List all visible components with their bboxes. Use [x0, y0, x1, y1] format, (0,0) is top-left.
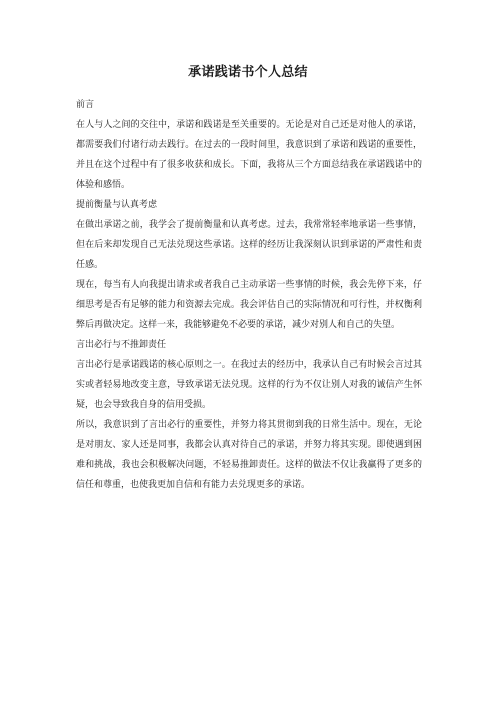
paragraph-consider-2: 现在，每当有人向我提出请求或者我自己主动承诺一些事情的时候，我会先停下来，仔细思考是否有足够的能力和资源去完成。我会评估自己的实际情况和可行性，并权衡利弊后再做决定。这样一来，我能够避免不必要的承诺，减少对别人和自己的失望。	[76, 280, 422, 330]
document-body	[76, 95, 422, 495]
document-title: 承诺践诺书个人总结	[188, 65, 308, 80]
section-heading-responsibility: 言出必行与不推卸责任	[76, 340, 167, 350]
paragraph-preface: 在人与人之间的交往中，承诺和践诺是至关重要的。无论是对自己还是对他人的承诺，都需要我们付诸行动去践行。在过去的一段时间里，我意识到了承诺和践诺的重要性，并且在这个过程中有了很多收获和成长。下面，我将从三个方面总结我在承诺践诺中的体验和感悟。	[76, 120, 422, 190]
paragraph-responsibility-2: 所以，我意识到了言出必行的重要性，并努力将其贯彻到我的日常生活中。现在，无论是对朋友、家人还是同事，我都会认真对待自己的承诺，并努力将其实现。即使遇到困难和挑战，我也会积极解决问题，不轻易推卸责任。这样的做法不仅让我赢得了更多的信任和尊重，也使我更加自信和有能力去兑现更多的承诺。	[76, 420, 422, 490]
paragraph-consider-1: 在做出承诺之前，我学会了提前衡量和认真考虑。过去，我常常轻率地承诺一些事情，但在后来却发现自己无法兑现这些承诺。这样的经历让我深刻认识到承诺的严肃性和责任感。	[76, 220, 422, 270]
paragraph-responsibility-1: 言出必行是承诺践诺的核心原则之一。在我过去的经历中，我承认自己有时候会言过其实或者轻易地改变主意，导致承诺无法兑现。这样的行为不仅让别人对我的诚信产生怀疑，也会导致我自身的信用受损。	[76, 360, 422, 410]
section-heading-consider: 提前衡量与认真考虑	[76, 200, 158, 210]
section-heading-preface: 前言	[76, 100, 95, 110]
